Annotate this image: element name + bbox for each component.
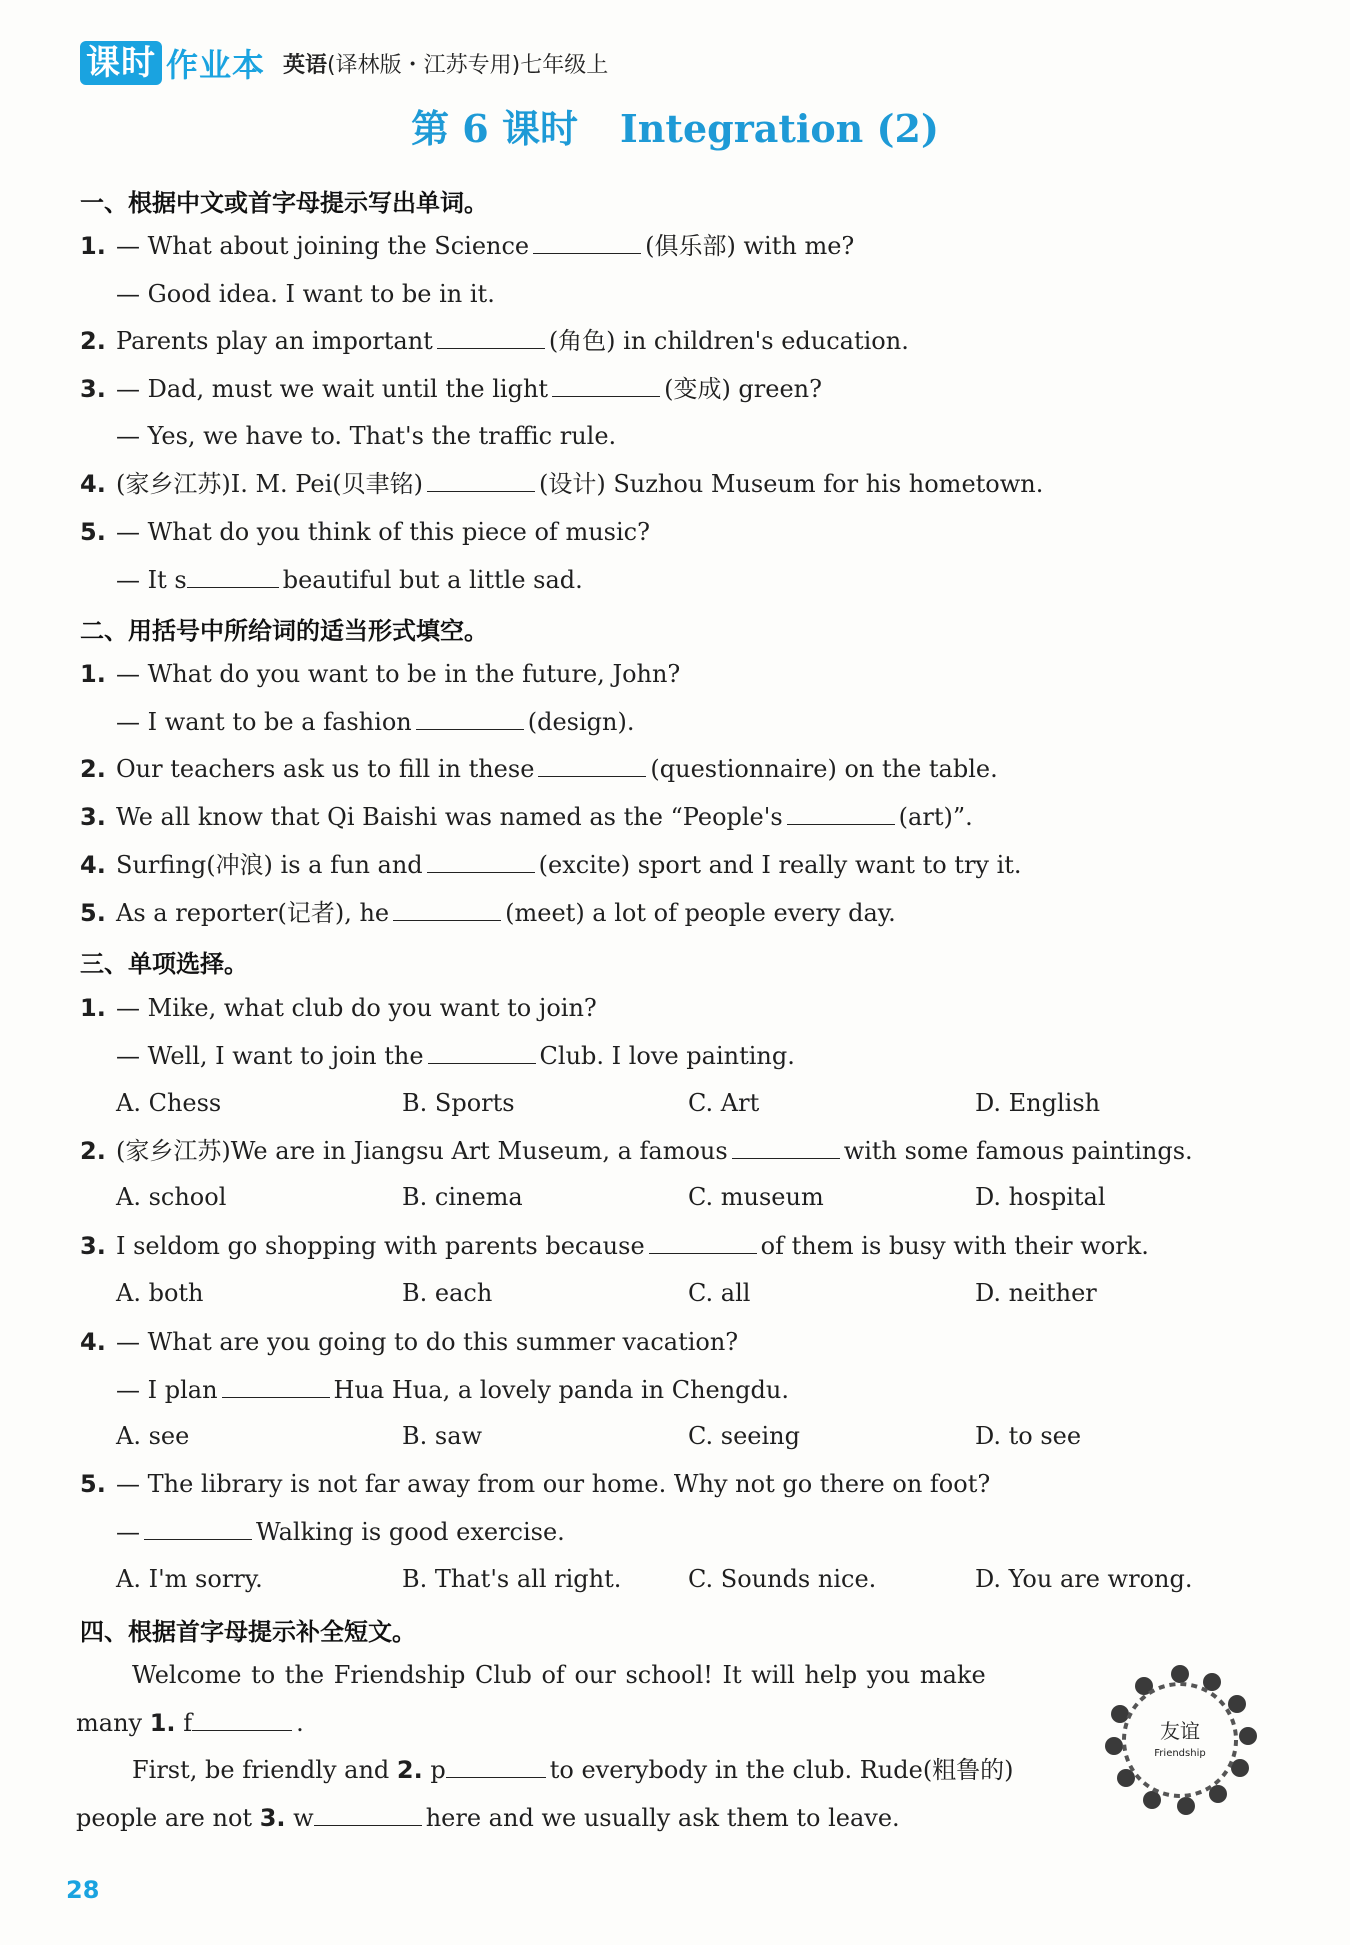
s3-q5-line2: — Walking is good exercise. xyxy=(116,1518,565,1546)
subject-label: 英语(译林版・江苏专用)七年级上 xyxy=(283,52,609,78)
friendship-stamp-image xyxy=(1100,1660,1260,1820)
lesson-title: 第 6 课时 Integration (2) xyxy=(411,106,939,151)
s2-q1-line1: 1. — What do you want to be in the future, John? xyxy=(80,660,681,688)
page-header xyxy=(80,40,608,86)
option-b[interactable]: B. cinema xyxy=(402,1183,523,1211)
option-d[interactable]: D. English xyxy=(975,1089,1101,1117)
option-b[interactable]: B. That's all right. xyxy=(402,1565,622,1593)
answer-blank[interactable] xyxy=(437,326,545,349)
passage-line-4: people are not 3. w here and we usually ask them to leave. xyxy=(76,1804,900,1832)
passage-line-2: many 1. f . xyxy=(76,1709,304,1737)
option-b[interactable]: B. each xyxy=(402,1279,493,1307)
answer-blank[interactable] xyxy=(393,898,501,921)
answer-blank[interactable] xyxy=(427,850,535,873)
s3-q1-line2: — Well, I want to join the Club. I love painting. xyxy=(116,1042,795,1070)
brand-logo xyxy=(80,40,265,86)
s1-q1-line1: 1. — What about joining the Science (俱乐部) with me? xyxy=(80,232,855,260)
logo-chip: 课时 xyxy=(80,41,162,85)
answer-blank[interactable] xyxy=(187,565,279,588)
s1-q1-line2: — Good idea. I want to be in it. xyxy=(116,280,495,308)
answer-blank[interactable] xyxy=(192,1708,292,1731)
s1-q5-line1: 5. — What do you think of this piece of music? xyxy=(80,518,650,546)
svg-text:友谊: 友谊 xyxy=(1160,1719,1200,1743)
answer-blank[interactable] xyxy=(427,469,535,492)
s2-q3: 3. We all know that Qi Baishi was named as the “People's (art)”. xyxy=(80,803,973,831)
answer-blank[interactable] xyxy=(446,1755,546,1778)
svg-text:Friendship: Friendship xyxy=(1154,1748,1206,1759)
s3-q5-line1: 5. — The library is not far away from our home. Why not go there on foot? xyxy=(80,1470,991,1498)
answer-blank[interactable] xyxy=(428,1041,536,1064)
option-c[interactable]: C. seeing xyxy=(688,1422,800,1450)
section-1-heading: 一、根据中文或首字母提示写出单词。 xyxy=(80,189,488,217)
s1-q2: 2. Parents play an important (角色) in children's education. xyxy=(80,327,909,355)
option-c[interactable]: C. Sounds nice. xyxy=(688,1565,877,1593)
s1-q5-line2: — It s beautiful but a little sad. xyxy=(116,566,583,594)
s3-q4-line2: — I plan Hua Hua, a lovely panda in Chengdu. xyxy=(116,1376,789,1404)
option-c[interactable]: C. all xyxy=(688,1279,751,1307)
s2-q5: 5. As a reporter(记者), he (meet) a lot of people every day. xyxy=(80,899,896,927)
answer-blank[interactable] xyxy=(732,1136,840,1159)
section-2-heading: 二、用括号中所给词的适当形式填空。 xyxy=(80,617,488,645)
s3-q2: 2. (家乡江苏)We are in Jiangsu Art Museum, a famous with some famous paintings. xyxy=(80,1137,1193,1165)
answer-blank[interactable] xyxy=(649,1231,757,1254)
option-c[interactable]: C. Art xyxy=(688,1089,760,1117)
option-d[interactable]: D. to see xyxy=(975,1422,1082,1450)
s1-q3-line2: — Yes, we have to. That's the traffic rule. xyxy=(116,422,617,450)
passage-line-1: Welcome to the Friendship Club of our school! It will help you make xyxy=(132,1661,986,1689)
logo-text: 作业本 xyxy=(166,46,266,84)
passage-line-3: First, be friendly and 2. p to everybody in the club. Rude(粗鲁的) xyxy=(132,1756,1014,1784)
option-a[interactable]: A. I'm sorry. xyxy=(116,1565,263,1593)
option-d[interactable]: D. neither xyxy=(975,1279,1097,1307)
answer-blank[interactable] xyxy=(314,1803,422,1826)
option-a[interactable]: A. both xyxy=(116,1279,204,1307)
section-4-heading: 四、根据首字母提示补全短文。 xyxy=(80,1618,416,1646)
s2-q4: 4. Surfing(冲浪) is a fun and (excite) sport and I really want to try it. xyxy=(80,851,1022,879)
option-b[interactable]: B. saw xyxy=(402,1422,483,1450)
answer-blank[interactable] xyxy=(533,231,641,254)
option-d[interactable]: D. You are wrong. xyxy=(975,1565,1193,1593)
answer-blank[interactable] xyxy=(538,754,646,777)
option-a[interactable]: A. school xyxy=(116,1183,227,1211)
answer-blank[interactable] xyxy=(416,707,524,730)
option-a[interactable]: A. see xyxy=(116,1422,190,1450)
option-b[interactable]: B. Sports xyxy=(402,1089,515,1117)
answer-blank[interactable] xyxy=(144,1517,252,1540)
option-a[interactable]: A. Chess xyxy=(116,1089,222,1117)
answer-blank[interactable] xyxy=(787,802,895,825)
section-3-heading: 三、单项选择。 xyxy=(80,950,248,978)
s1-q4: 4. (家乡江苏)I. M. Pei(贝聿铭) (设计) Suzhou Museum for his hometown. xyxy=(80,470,1044,498)
s3-q1-line1: 1. — Mike, what club do you want to join? xyxy=(80,994,597,1022)
option-d[interactable]: D. hospital xyxy=(975,1183,1106,1211)
option-c[interactable]: C. museum xyxy=(688,1183,824,1211)
s3-q3: 3. I seldom go shopping with parents because of them is busy with their work. xyxy=(80,1232,1149,1260)
answer-blank[interactable] xyxy=(222,1375,330,1398)
s3-q4-line1: 4. — What are you going to do this summer vacation? xyxy=(80,1328,739,1356)
page-number: 28 xyxy=(66,1876,100,1904)
answer-blank[interactable] xyxy=(552,374,660,397)
s2-q2: 2. Our teachers ask us to fill in these (questionnaire) on the table. xyxy=(80,755,998,783)
s2-q1-line2: — I want to be a fashion (design). xyxy=(116,708,635,736)
s1-q3-line1: 3. — Dad, must we wait until the light (变成) green? xyxy=(80,375,822,403)
